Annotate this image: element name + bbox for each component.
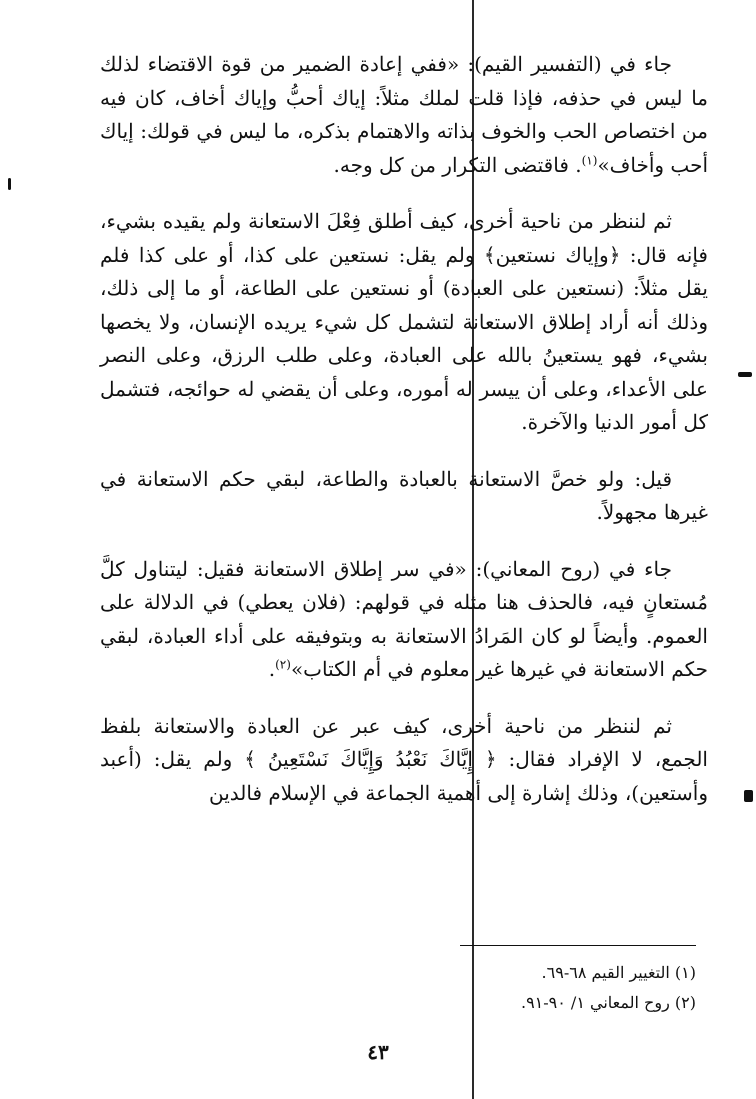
paragraph-3 xyxy=(100,463,708,530)
paragraph-4 xyxy=(100,553,708,687)
paragraph-5 xyxy=(100,710,708,811)
paragraph-1 xyxy=(100,48,708,182)
scan-mark-right-1 xyxy=(738,372,752,377)
footnote-ref-2[interactable]: (٢) xyxy=(275,657,291,672)
paragraph-4-text: جاء في (روح المعاني): «في سر إطلاق الاستعانة فقيل: ليتناول كلَّ مُستعانٍ فيه، فالحذف هنا مثله في قولهم: (فلان يعطي) في الدلالة على العموم. وأيضاً لو كان المَرادُ الاستعانة به وبتوفيقه على أداء العبادة، لبقي حكم الاستعانة في غيرها غير معلوم في أم الكتاب» xyxy=(100,556,708,681)
footnote-1: (١) التغيير القيم ٦٨-٦٩. xyxy=(541,963,696,982)
footnote-2: (٢) روح المعاني ١/ ٩٠-٩١. xyxy=(520,993,696,1012)
main-text xyxy=(100,48,708,810)
footnotes xyxy=(300,958,696,1018)
paragraph-1-tail: . فاقتضى التكرار من كل وجه. xyxy=(333,152,582,177)
paragraph-4-tail: . xyxy=(268,657,276,681)
paragraph-5-text: ثم لننظر من ناحية أخرى، كيف عبر عن العبادة والاستعانة بلفظ الجمع، لا الإفراد فقال: ﴿ إِيَّاكَ نَعْبُدُ وَإِيَّاكَ نَسْتَعِينُ ﴾ ولم يقل: (أعبد وأستعين)، وذلك إشارة إلى أهمية الجماعة في الإسلام فالدين xyxy=(100,713,708,805)
paragraph-2-text: ثم لننظر من ناحية أخرى، كيف أطلق فِعْلَ الاستعانة ولم يقيده بشيء، فإنه قال: ﴿وإياك نستعين﴾ ولم يقل: نستعين على كذا، أو على كذا فلم يقل مثلاً: (نستعين على العبادة) أو نستعين على الطاعة، أو ما إلى ذلك، وذلك أنه أراد إطلاق الاستعانة لتشمل كل شيء يريده الإنسان، ولا يخصها بشيء، فهو يستعينُ بالله على العبادة، وعلى طلب الرزق، وعلى النصر على الأعداء، وعلى أن ييسر له أموره، وعلى أن يقضي له حوائجه، فتشمل كل أمور الدنيا والآخرة. xyxy=(100,209,708,434)
paragraph-2 xyxy=(100,205,708,440)
scan-mark-right-2 xyxy=(744,790,753,802)
paragraph-1-text: جاء في (التفسير القيم): «ففي إعادة الضمير من قوة الاقتضاء لذلك ما ليس في حذفه، فإذا قلت لملك مثلاً: إياك أحبُّ وإياك أخاف، كان فيه من اختصاص الحب والخوف بذاته والاهتمام بذكره، ما ليس في قولك: إياك أحب وأخاف» xyxy=(100,52,708,177)
footnote-divider xyxy=(460,945,696,946)
footnote-ref-1[interactable]: (١) xyxy=(581,152,598,167)
paragraph-3-text: قيل: ولو خصَّ الاستعانة بالعبادة والطاعة، لبقي حكم الاستعانة في غيرها مجهولاً. xyxy=(100,466,708,524)
page-number: ٤٣ xyxy=(367,1040,389,1064)
scan-mark-left xyxy=(8,178,11,190)
